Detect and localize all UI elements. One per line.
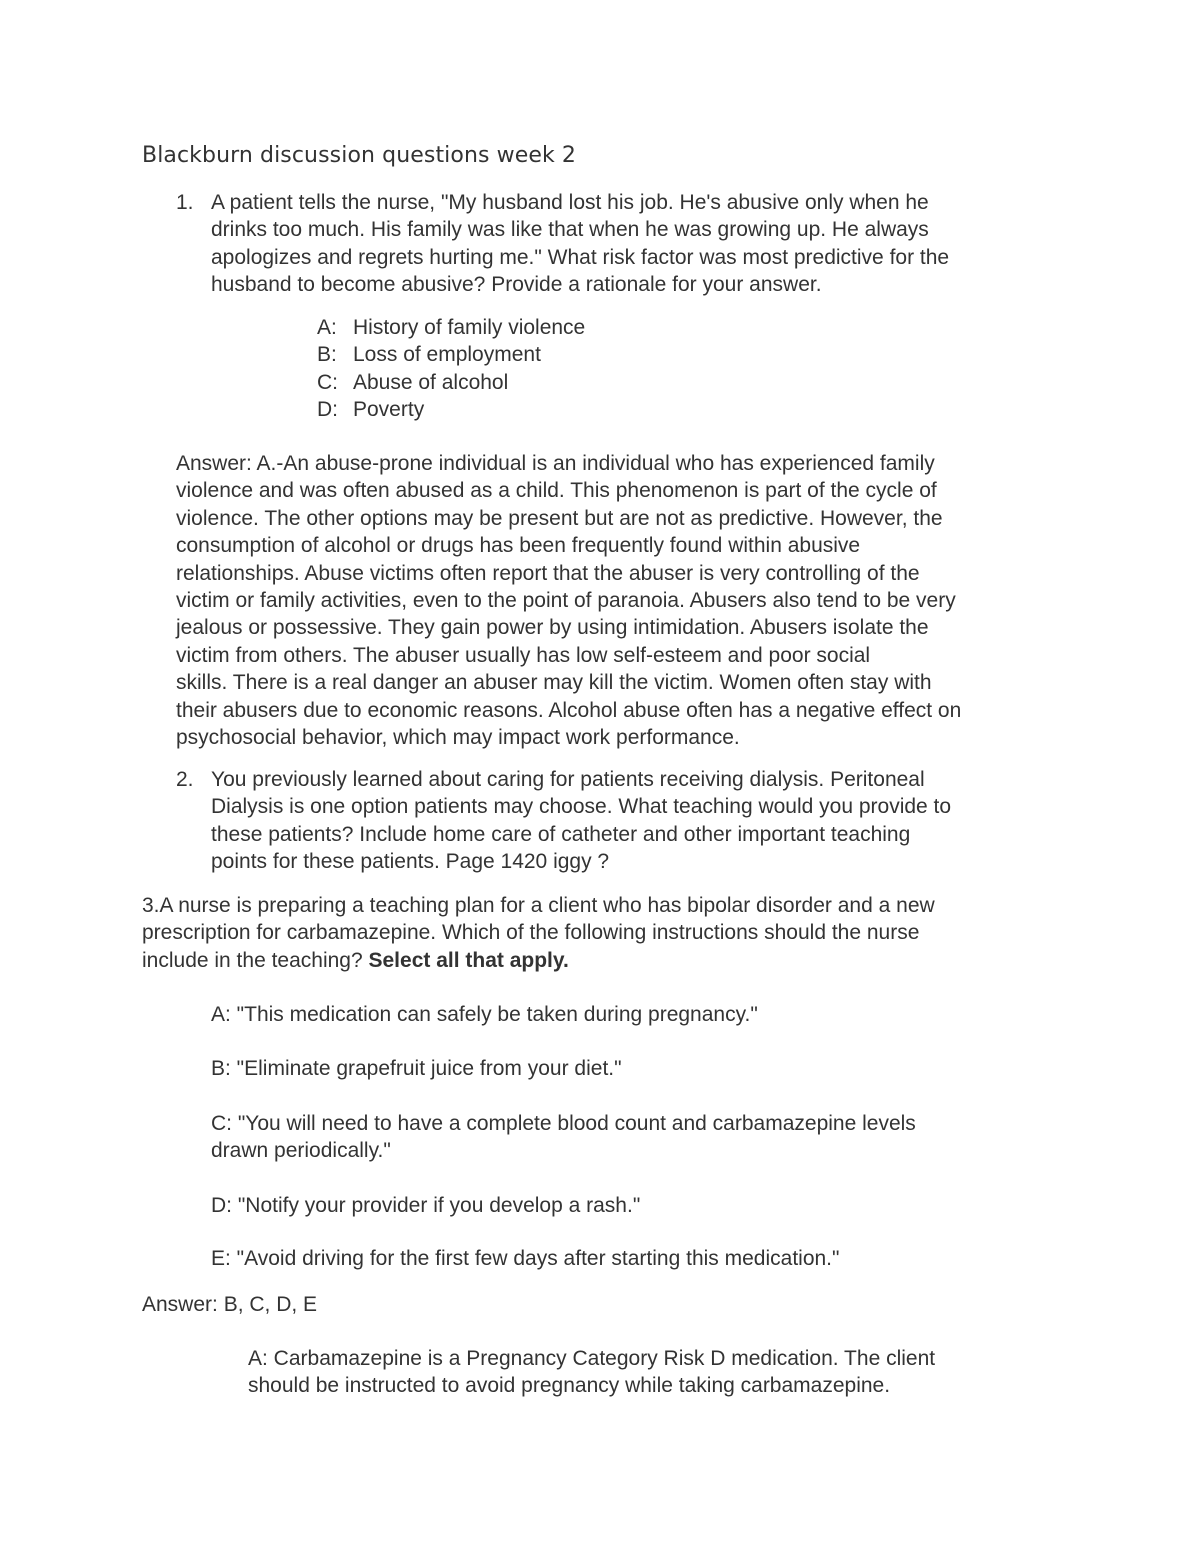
question-3-option-e [211, 1245, 1061, 1272]
option-letter: A: [317, 316, 337, 339]
answer-line: relationships. Abuse victims often report that the abuser is very controlling of the [176, 561, 920, 585]
option-line: D: "Notify your provider if you develop a rash." [211, 1194, 641, 1217]
answer-line: psychosocial behavior, which may impact work performance. [176, 726, 740, 750]
answer-line: victim from others. The abuser usually has low self-esteem and poor social [176, 643, 871, 667]
answer-line: Answer: A.-An abuse-prone individual is an individual who has experienced family [176, 452, 935, 475]
answer-line: jealous or possessive. They gain power by using intimidation. Abusers isolate the [176, 616, 929, 640]
question-1-number: 1. [176, 191, 194, 214]
answer-line: skills. There is a real danger an abuser may kill the victim. Women often stay with [176, 671, 932, 695]
question-1-option-c [317, 369, 508, 396]
answer-line: violence. The other options may be present but are not as predictive. However, the [176, 506, 943, 530]
option-text: Poverty [353, 398, 425, 421]
answer-line: violence and was often abused as a child. This phenomenon is part of the cycle of [176, 479, 937, 503]
option-letter: D: [317, 398, 338, 421]
option-line: drawn periodically." [211, 1139, 391, 1163]
option-text: Loss of employment [353, 343, 541, 366]
rationale-line: should be instructed to avoid pregnancy while taking carbamazepine. [248, 1374, 891, 1398]
answer-line: their abusers due to economic reasons. Alcohol abuse often has a negative effect on [176, 698, 962, 722]
question-2-text [211, 766, 1081, 876]
option-line: E: "Avoid driving for the first few days after starting this medication." [211, 1247, 840, 1270]
question-2-line: Dialysis is one option patients may choose. What teaching would you provide to [211, 795, 952, 819]
question-1-option-b [317, 341, 541, 368]
option-line: A: "This medication can safely be taken during pregnancy." [211, 1003, 758, 1026]
question-1-line: apologizes and regrets hurting me." What risk factor was most predictive for the [211, 245, 950, 269]
option-text: History of family violence [353, 316, 586, 339]
question-2-number: 2. [176, 768, 194, 791]
question-1-line: drinks too much. His family was like that when he was growing up. He always [211, 218, 929, 242]
answer-line: victim or family activities, even to the point of paranoia. Abusers also tend to be very [176, 589, 956, 613]
question-3-option-b [211, 1055, 1061, 1082]
answer-line: consumption of alcohol or drugs has been frequently found within abusive [176, 534, 861, 558]
question-1-option-d [317, 396, 424, 423]
question-1-option-a [317, 314, 585, 341]
question-1-line: husband to become abusive? Provide a rationale for your answer. [211, 273, 822, 297]
question-3-prefix: include in the teaching? [142, 948, 369, 972]
question-3-line [142, 947, 1062, 974]
question-1-answer [176, 450, 1076, 751]
question-2-line: points for these patients. Page 1420 iggy ? [211, 850, 610, 874]
option-text: Abuse of alcohol [353, 371, 509, 394]
option-line: C: "You will need to have a complete blood count and carbamazepine levels [211, 1112, 916, 1135]
question-3-line: 3.A nurse is preparing a teaching plan for a client who has bipolar disorder and a new [142, 894, 935, 917]
question-3-option-c [211, 1110, 1061, 1165]
question-1-line: A patient tells the nurse, "My husband lost his job. He's abusive only when he [211, 191, 929, 214]
rationale-line: A: Carbamazepine is a Pregnancy Category Risk D medication. The client [248, 1347, 936, 1370]
question-2-line: You previously learned about caring for patients receiving dialysis. Peritoneal [211, 768, 925, 791]
question-3-option-d [211, 1192, 1061, 1219]
document-title: Blackburn discussion questions week 2 [142, 143, 577, 168]
question-3-option-a [211, 1001, 1061, 1028]
question-3-line: prescription for carbamazepine. Which of the following instructions should the nurse [142, 921, 920, 945]
option-letter: C: [317, 371, 338, 394]
question-2-line: these patients? Include home care of catheter and other important teaching [211, 822, 911, 846]
question-3-answer: Answer: B, C, D, E [142, 1293, 318, 1316]
option-letter: B: [317, 343, 337, 366]
question-3-text [142, 892, 1062, 974]
select-all-instruction: Select all that apply. [368, 948, 569, 972]
question-1-text [211, 189, 1081, 299]
question-3-rationale [248, 1345, 1068, 1400]
option-line: B: "Eliminate grapefruit juice from your diet." [211, 1057, 622, 1080]
